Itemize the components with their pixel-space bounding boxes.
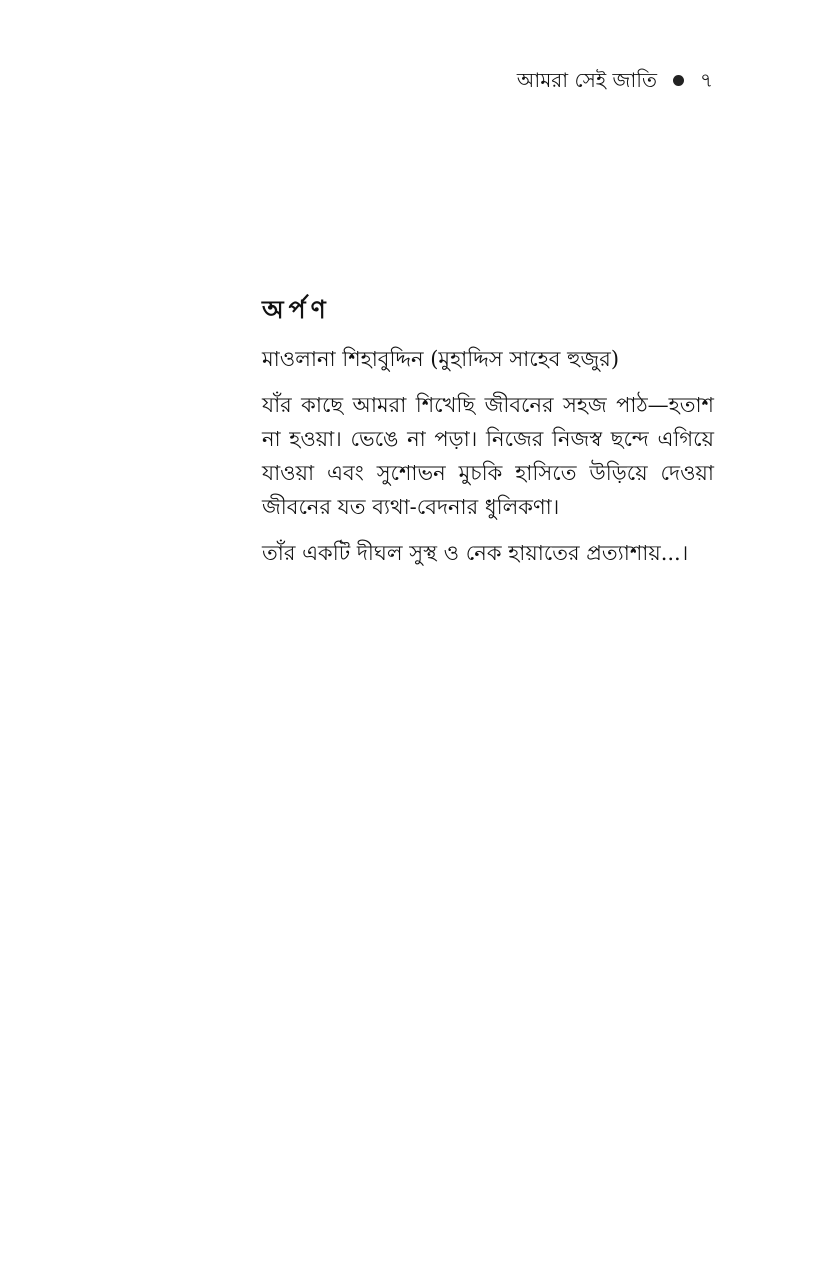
bullet-separator-icon [673, 75, 684, 86]
dedicatee-name: মাওলানা শিহাবুদ্দিন (মুহাদ্দিস সাহেব হুজুর) [262, 347, 620, 371]
dedication-paragraph: যাঁর কাছে আমরা শিখেছি জীবনের সহজ পাঠ—হতাশ না হওয়া। ভেঙে না পড়া। নিজের নিজস্ব ছন্দে এগিয়ে যাওয়া এবং সুশোভন মুচকি হাসিতে উড়িয়ে দেওয়া জীবনের যত ব্যথা-বেদনার ধুলিকণা। [262, 393, 714, 519]
page-number: ৭ [699, 68, 713, 92]
dedication-paragraph: তাঁর একটি দীঘল সুস্থ ও নেক হায়াতের প্রত্যাশায়...। [262, 541, 689, 565]
running-head [517, 66, 713, 94]
dedication-heading: অর্পণ [262, 295, 331, 324]
dedication-section [262, 292, 714, 582]
running-head-title: আমরা সেই জাতি [516, 68, 657, 92]
